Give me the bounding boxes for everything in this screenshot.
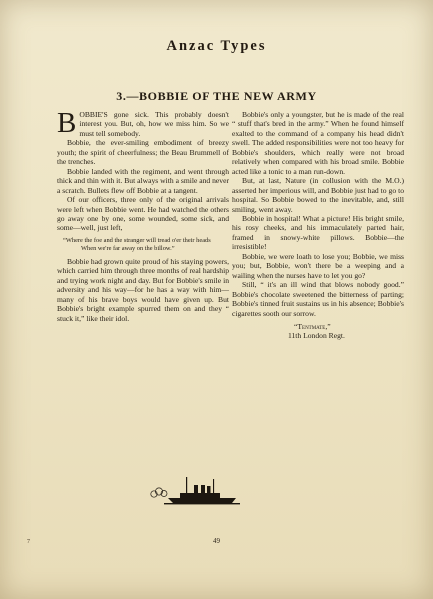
signature-unit: 11th London Regt. (288, 331, 345, 341)
paragraph (57, 107, 229, 139)
right-column (232, 110, 404, 341)
paragraph: Of our officers, three only of the original arrivals were left when Bobbie went. He had watched the others go away one by one, some wounded, some sick, and some—well, just left, (57, 195, 229, 233)
verse-quote (63, 237, 229, 253)
page-number: 49 (213, 537, 220, 545)
paragraph: Bobbie's only a youngster, but he is made of the real “ stuff that's bred in the army.” When he found himself exalted to the command of a company his head didn't swell. The added responsibilities were not too heavy for Bobbie's shoulders, which really were not broad relatively when compared with his broad smile. Bobbie acted like a tonic to a man run-down. (232, 110, 404, 176)
drop-cap: B (57, 107, 77, 139)
paragraph-text: OBBIE'S gone sick. This probably doesn't interest you. But, oh, how we miss him. So we must tell somebody. (79, 110, 229, 138)
paragraph: Still, “ it's an ill wind that blows nobody good.” Bobbie's chocolate sweetened the bitterness of parting; Bobbie's tinned fruit sustains us in his absence; Bobbie's cigarettes sooth our sorrow. (232, 280, 404, 318)
left-column (57, 107, 229, 323)
signature (232, 322, 404, 341)
article-heading: 3.—BOBBIE OF THE NEW ARMY (116, 89, 317, 103)
verse-line: When we're far away on the billow.” (81, 244, 175, 252)
paragraph: Bobbie landed with the regiment, and went through thick and thin with it. But always with a smile and never a scratch. Bullets flew off Bobbie at a tangent. (57, 166, 229, 195)
running-title: Anzac Types (166, 38, 267, 54)
signature-name: “Tentmate,” (294, 321, 331, 331)
paragraph: Bobbie in hospital! What a picture! His bright smile, his rosy cheeks, and his immaculately parted hair, framed in snowy-white pillows. Bobbie—the irresistible! (232, 213, 404, 252)
warship-icon (140, 476, 250, 508)
paragraph: Bobbie, the ever-smiling embodiment of breezy youth; the spirit of cheerfulness; the Beau Brummell of the trenches. (57, 138, 229, 167)
paragraph: Bobbie, we were loath to lose you; Bobbie, we miss you; but, Bobbie, won't there be a weeping and a wailing when the nurses have to let you go? (232, 251, 404, 280)
paragraph: Bobbie had grown quite proud of his staying powers, which carried him through three months of real hardship and trying work night and day. But for Bobbie's smile in adversity and his way—for he has a way with him—many of his brave boys would have given up. But Bobbie's bright example spurred them on and they “ stuck it,” like their idol. (57, 256, 229, 323)
verse-line: “Where the foe and the stranger will tread o'er their heads (63, 236, 211, 244)
corner-mark: 7 (27, 539, 30, 545)
paragraph: But, at last, Nature (in collusion with the M.O.) asserted her imperious will, and Bobbie just had to go to hospital. So Bobbie bowed to the inevitable, and, still smiling, went away. (232, 176, 404, 214)
